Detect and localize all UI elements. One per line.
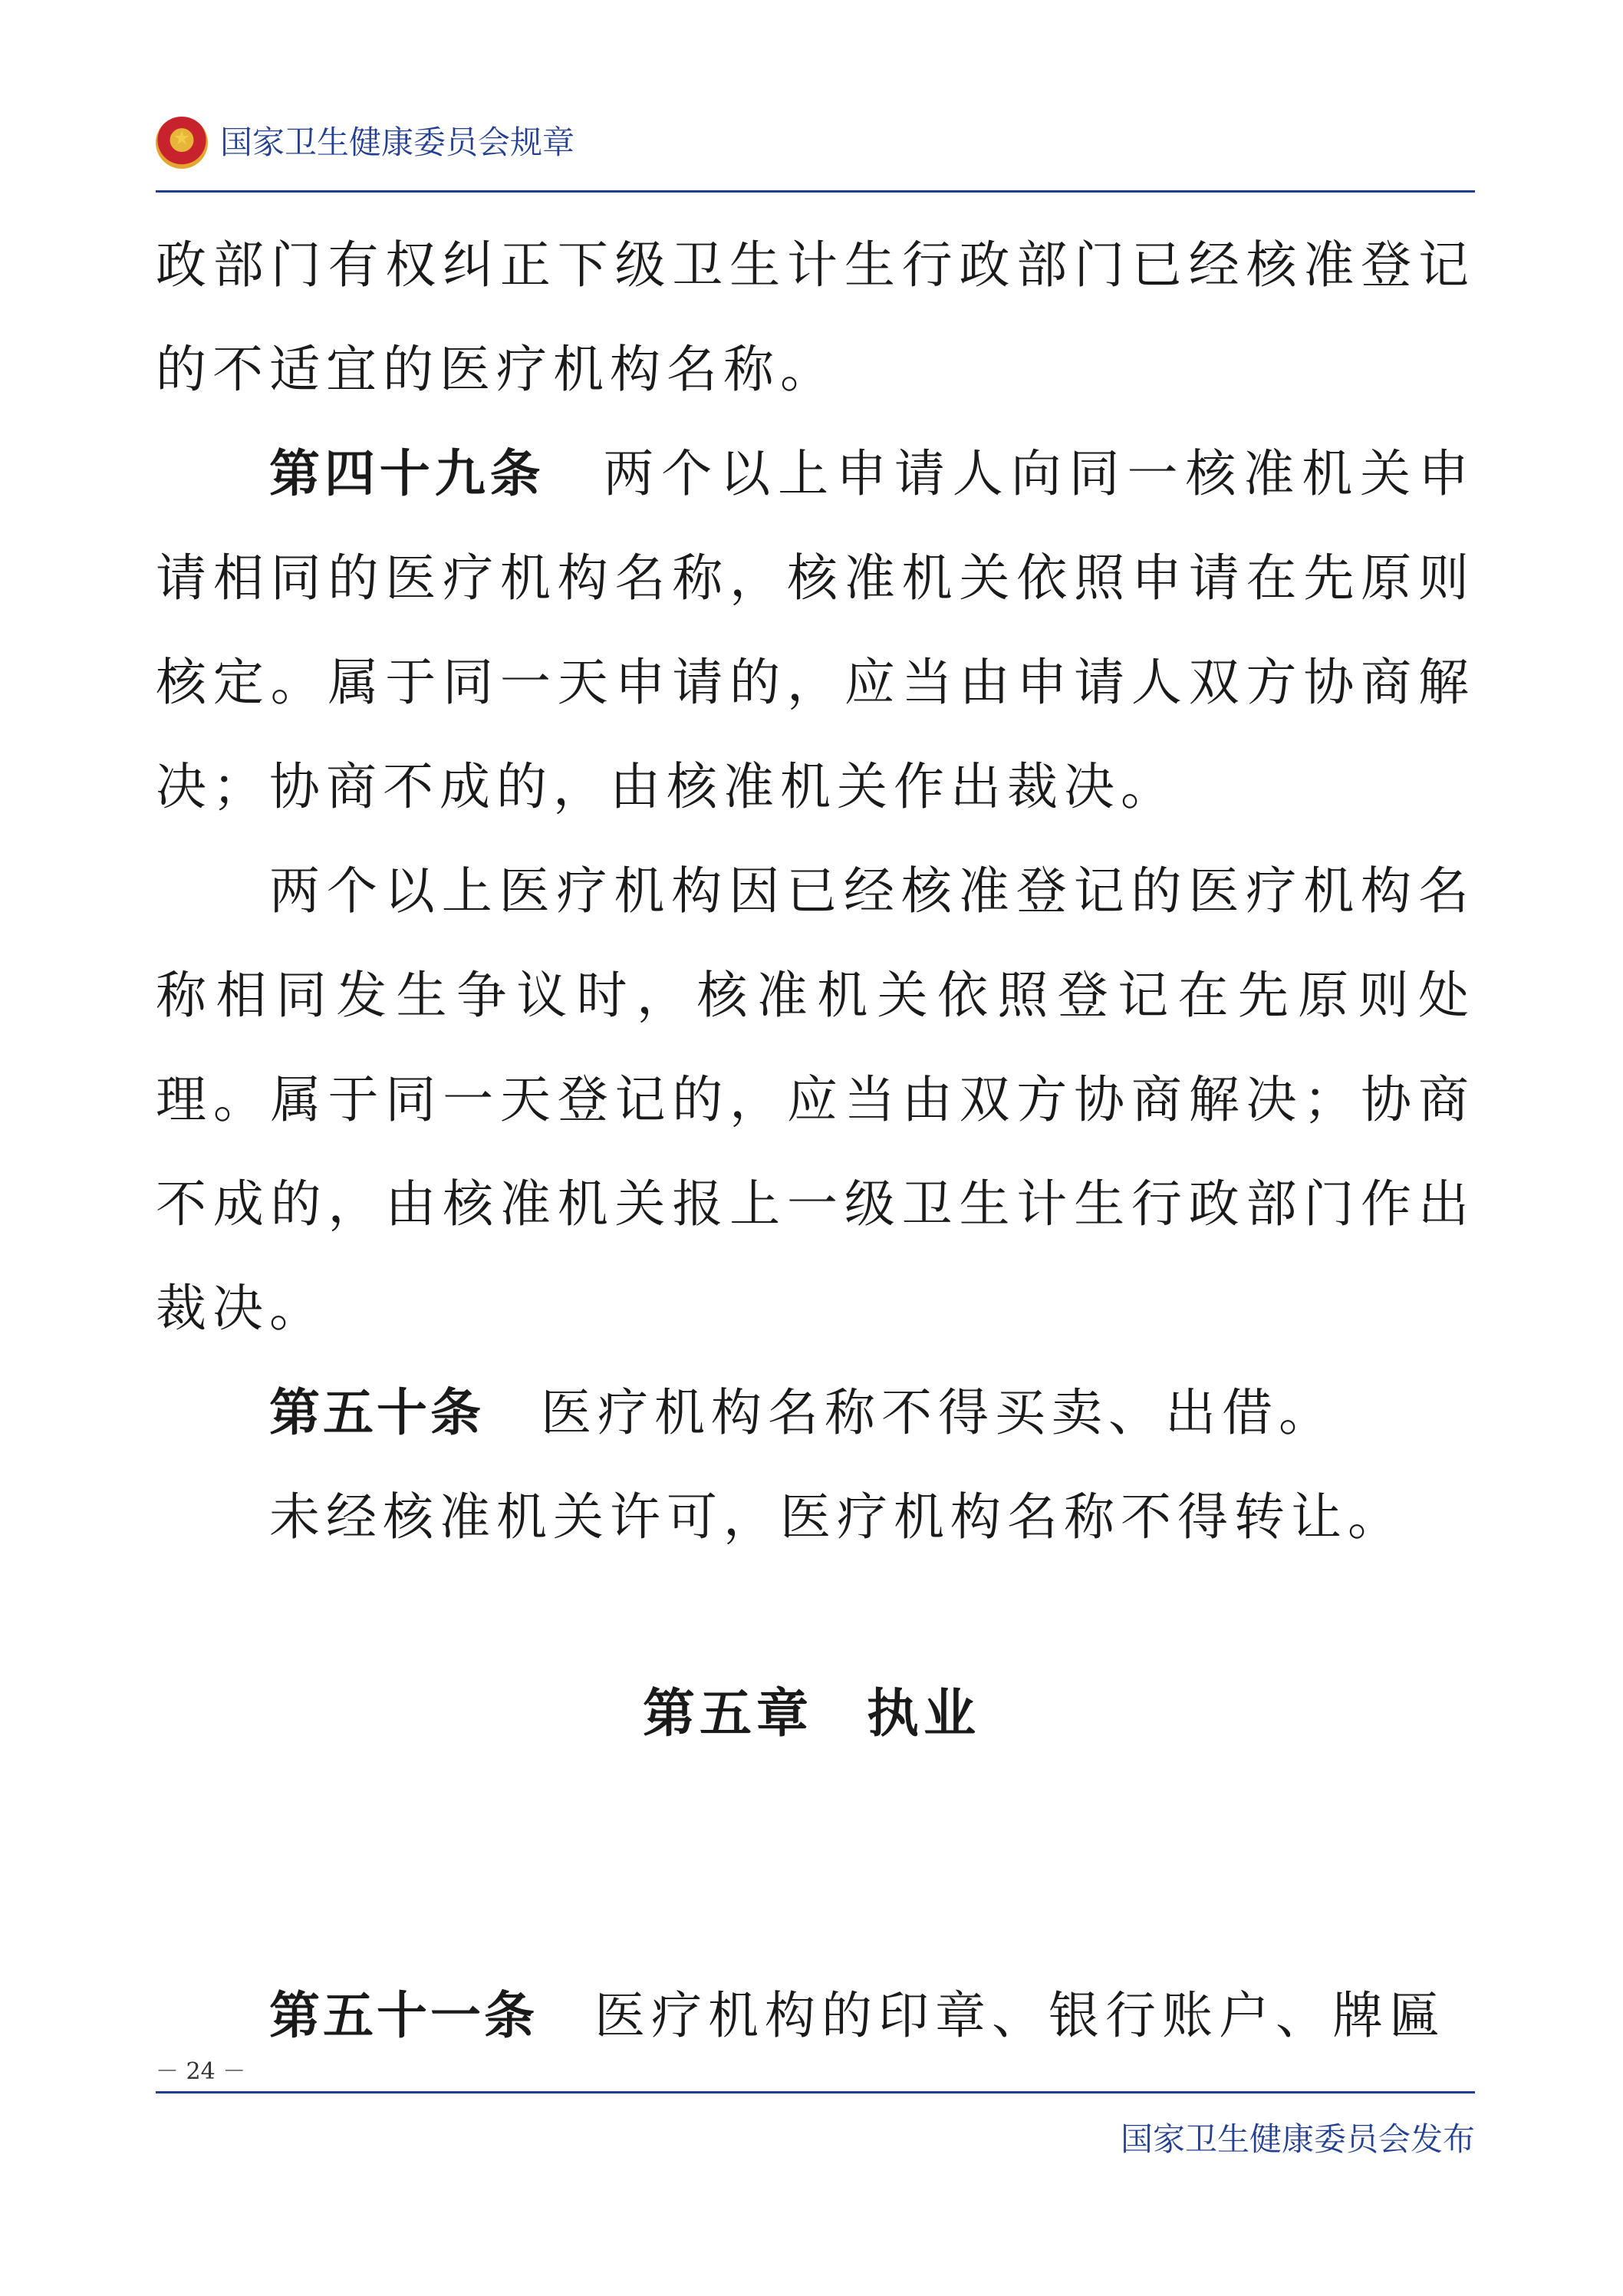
chapter-heading: [0, 1684, 1623, 1745]
article-text: 两个以上申请人向同一核准机关申请相同的医疗机构名称，核准机关依照申请在先原则核定。属于同一天申请的，应当由申请人双方协商解决；协商不成的，由核准机关作出裁决。: [156, 444, 1475, 816]
document-body: [156, 213, 1475, 1570]
article-title: 第五十一条: [269, 1986, 538, 2045]
paragraph: 两个以上医疗机构因已经核准登记的医疗机构名称相同发生争议时，核准机关依照登记在先原则处理。属于同一天登记的，应当由双方协商解决；协商不成的，由核准机关报上一级卫生计生行政部门作出裁决。: [156, 861, 1475, 1338]
article-text: 医疗机构的印章、银行账户、牌匾: [594, 1986, 1446, 2045]
article-51: [156, 1985, 1475, 2047]
chapter-name: 执业: [867, 1684, 981, 1744]
article-50: [156, 1361, 1475, 1465]
article-49: [156, 422, 1475, 839]
paragraph: 未经核准机关许可，医疗机构名称不得转让。: [269, 1487, 1404, 1547]
article-title: 第五十条: [269, 1383, 484, 1442]
article-text: 医疗机构名称不得买卖、出借。: [541, 1383, 1335, 1442]
article-title: 第四十九条: [269, 444, 545, 503]
header-divider: [156, 190, 1475, 193]
footer-publisher: 国家卫生健康委员会发布: [1120, 2120, 1475, 2158]
chapter-number: 第五章: [642, 1684, 813, 1744]
footer-divider: [156, 2091, 1475, 2093]
national-emblem-icon: [156, 117, 208, 169]
page-header: [156, 115, 1475, 176]
page-number: － 24 －: [156, 2058, 246, 2085]
header-title: 国家卫生健康委员会规章: [220, 124, 575, 161]
paragraph: 政部门有权纠正下级卫生计生行政部门已经核准登记的不适宜的医疗机构名称。: [156, 236, 1475, 399]
